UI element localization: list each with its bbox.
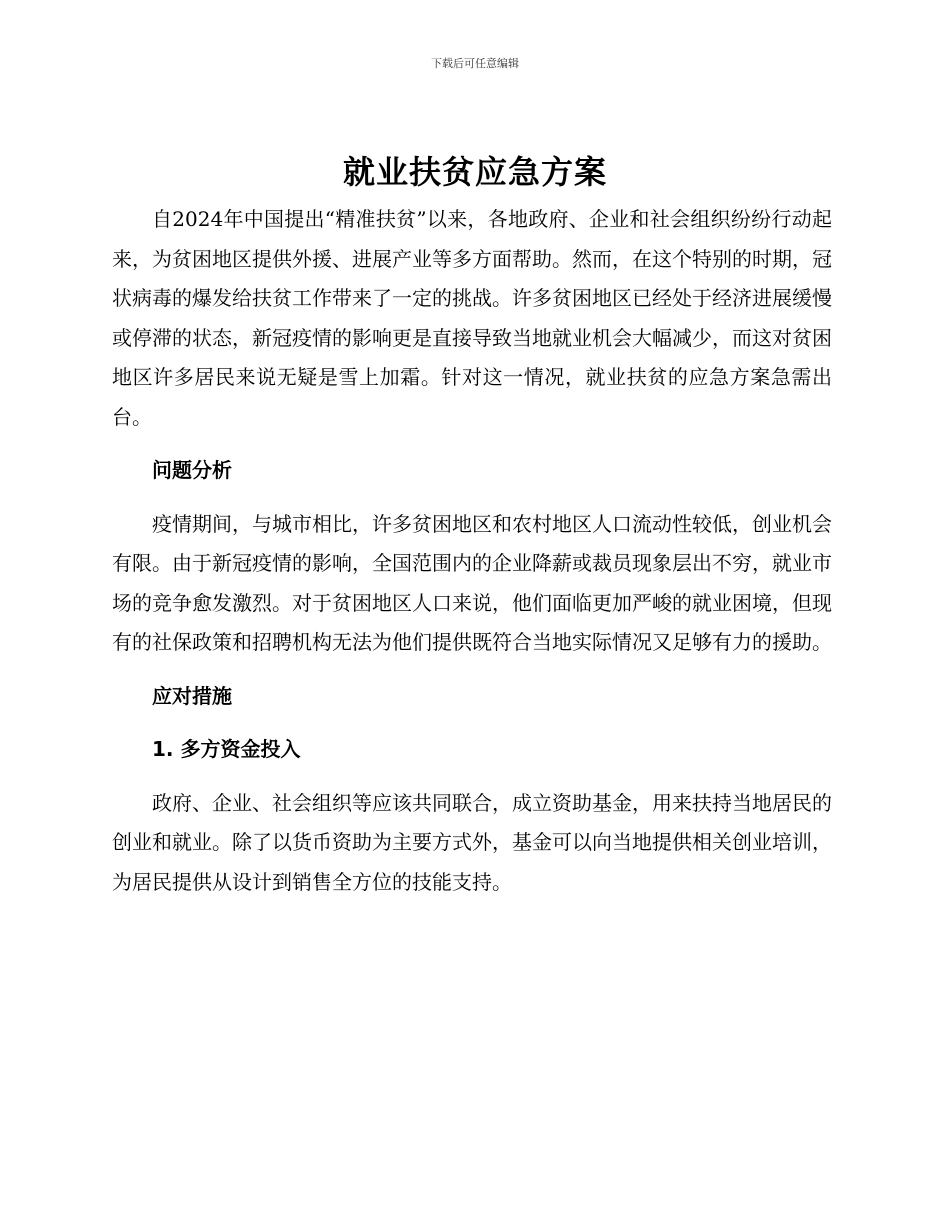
measures-heading: 应对措施 bbox=[152, 683, 232, 708]
problem-analysis-paragraph: 疫情期间，与城市相比，许多贫困地区和农村地区人口流动性较低，创业机会有限。由于新冠疫情的影响，全国范围内的企业降薪或裁员现象层出不穷，就业市场的竞争愈发激烈。对于贫困地区人口来说，他们面临更加严峻的就业困境，但现有的社保政策和招聘机构无法为他们提供既符合当地实际情况又足够有力的援助。 bbox=[112, 511, 832, 654]
document-body bbox=[112, 200, 832, 902]
measure-1-heading: 1. 多方资金投入 bbox=[152, 737, 301, 761]
document-title: 就业扶贫应急方案 bbox=[342, 153, 607, 191]
problem-analysis-heading: 问题分析 bbox=[152, 458, 232, 482]
page-header-note: 下载后可任意编辑 bbox=[431, 57, 519, 70]
intro-paragraph: 自2024年中国提出“精准扶贫”以来，各地政府、企业和社会组织纷纷行动起来，为贫困地区提供外援、进展产业等多方面帮助。然而，在这个特别的时期，冠状病毒的爆发给扶贫工作带来了一定的挑战。许多贫困地区已经处于经济进展缓慢或停滞的状态，新冠疫情的影响更是直接导致当地就业机会大幅减少，而这对贫困地区许多居民来说无疑是雪上加霜。针对这一情况，就业扶贫的应急方案急需出台。 bbox=[112, 207, 832, 429]
measure-1-paragraph: 政府、企业、社会组织等应该共同联合，成立资助基金，用来扶持当地居民的创业和就业。除了以货币资助为主要方式外，基金可以向当地提供相关创业培训，为居民提供从设计到销售全方位的技能支持。 bbox=[112, 790, 832, 894]
